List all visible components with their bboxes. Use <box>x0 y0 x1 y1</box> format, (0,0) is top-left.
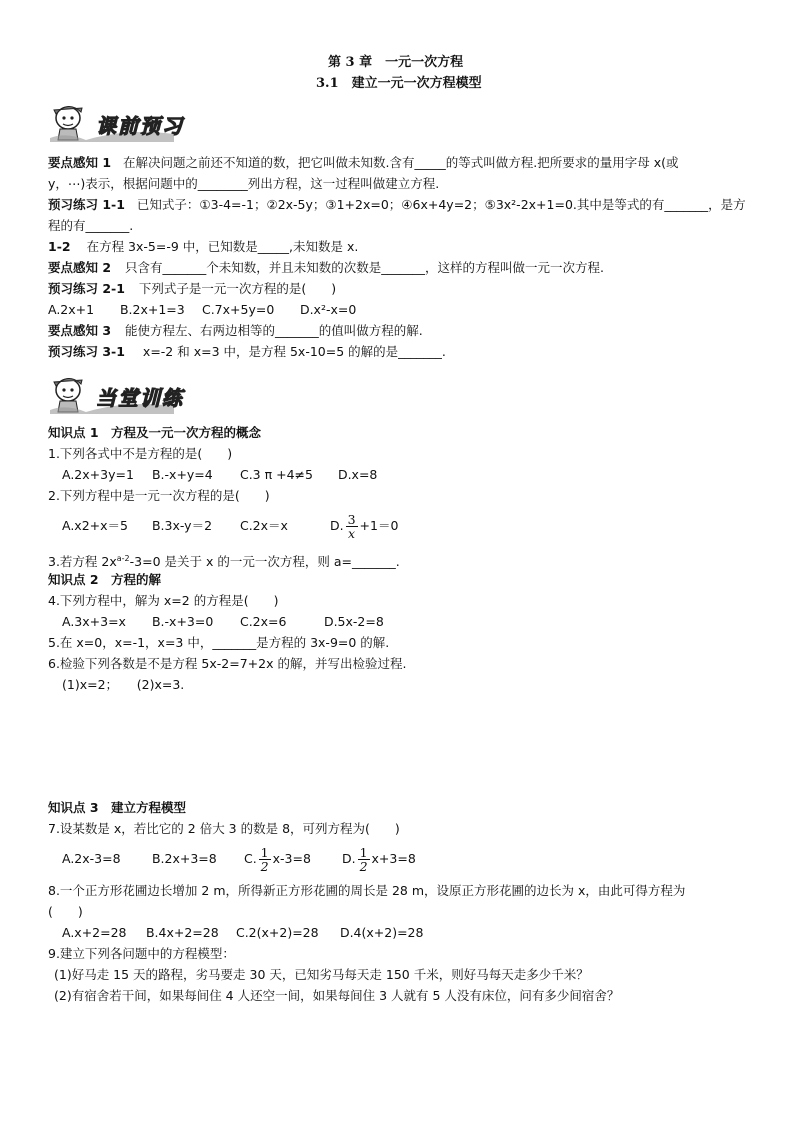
key-point-2 <box>48 258 604 278</box>
option-a: A.3x+3=x <box>62 614 126 629</box>
question-6-subparts: (1)x=2； (2)x=3. <box>62 677 185 692</box>
option-b: B.-x+3=0 <box>151 614 214 629</box>
exercise-2-1-options <box>48 300 356 320</box>
option-c <box>244 842 338 876</box>
key-point-1 <box>48 153 679 173</box>
exercise-1-2-text: 在方程 3x-5=-9 中，已知数是_____,未知数是 x. <box>86 239 359 254</box>
classroom-banner-text: 当堂训练 <box>96 386 184 410</box>
preview-exercise-1-1 <box>48 195 746 215</box>
option-b: B.2x+1=3 <box>119 302 185 317</box>
exercise-1-2-label: 1-2 <box>48 239 71 254</box>
option-c: C.2(x+2)=28 <box>235 925 319 940</box>
option-a: A.x+2=28 <box>62 925 127 940</box>
exercise-2-1-label: 预习练习 2-1 <box>48 281 125 296</box>
knowledge-point-2-title: 知识点 2 方程的解 <box>48 572 162 587</box>
fraction-denominator: 2 <box>359 859 368 874</box>
knowledge-point-1-title: 知识点 1 方程及一元一次方程的概念 <box>48 425 262 440</box>
preview-exercise-2-1 <box>48 279 336 299</box>
question-4: 4.下列方程中，解为 x=2 的方程是( ) <box>48 593 279 608</box>
fraction-one-half <box>358 846 370 873</box>
exercise-2-1-text: 下列式子是一元一次方程的是( ) <box>138 281 337 296</box>
key-point-3 <box>48 321 423 341</box>
preview-banner <box>46 98 184 144</box>
option-b: B.4x+2=28 <box>145 925 219 940</box>
question-2: 2.下列方程中是一元一次方程的是( ) <box>48 488 270 503</box>
option-d-rest: x+3=8 <box>371 851 416 866</box>
exercise-3-1-label: 预习练习 3-1 <box>48 344 125 359</box>
key-point-3-text: 能使方程左、右两边相等的_______的值叫做方程的解. <box>125 323 423 338</box>
option-b: B.-x+y=4 <box>151 467 213 482</box>
question-9: 9.建立下列各问题中的方程模型： <box>48 946 235 961</box>
preview-exercise-1-1-cont: 程的有_______. <box>48 218 134 233</box>
option-d: D.4(x+2)=28 <box>339 925 424 940</box>
question-8-cont: ( ) <box>48 904 83 919</box>
classroom-banner <box>46 370 184 416</box>
key-point-2-label: 要点感知 2 <box>48 260 112 275</box>
fraction-denominator: 2 <box>260 859 269 874</box>
option-d <box>342 842 416 876</box>
exercise-1-1-label: 预习练习 1-1 <box>48 197 125 212</box>
key-point-1-label: 要点感知 1 <box>48 155 112 170</box>
option-a: A.2x-3=8 <box>62 851 121 866</box>
question-9-part-2: (2)有宿舍若干间，如果每间住 4 人还空一间，如果每间住 3 人就有 5 人没有床位，问有多少间宿舍？ <box>54 988 620 1003</box>
option-d-letter: D. <box>329 518 344 533</box>
option-a: A.2x+3y=1 <box>62 467 134 482</box>
option-c-letter: C. <box>243 851 257 866</box>
preview-exercise-1-2 <box>48 237 358 257</box>
fraction-denominator: x <box>348 526 356 541</box>
question-7: 7.设某数是 x，若比它的 2 倍大 3 的数是 8，可列方程为( ) <box>48 821 400 836</box>
fraction-one-half <box>259 846 271 873</box>
question-8-options <box>62 923 423 943</box>
key-point-1-text: 在解决问题之前还不知道的数，把它叫做未知数.含有_____的等式叫做方程.把所要求的量用字母 x(或 <box>123 155 679 170</box>
question-2-options <box>62 509 398 543</box>
exponent: a-2 <box>116 554 130 563</box>
option-d: D.x²-x=0 <box>299 302 357 317</box>
option-c: C.3 π +4≠5 <box>239 467 313 482</box>
question-7-options <box>62 842 416 876</box>
question-3-post: -3=0 是关于 x 的一元一次方程，则 a=_______. <box>129 554 400 570</box>
question-1: 1.下列各式中不是方程的是( ) <box>48 446 233 461</box>
fraction-numerator: 1 <box>260 845 269 860</box>
option-d-letter: D. <box>341 851 356 866</box>
section-title: 3.1 建立一元一次方程模型 <box>316 76 482 91</box>
exercise-3-1-text: x=-2 和 x=3 中，是方程 5x-10=5 的解的是_______. <box>142 344 446 359</box>
key-point-1-cont: y，⋯)表示，根据问题中的________列出方程，这一过程叫做建立方程. <box>48 176 440 191</box>
option-d-rest: +1＝0 <box>359 518 399 533</box>
preview-banner-text: 课前预习 <box>96 114 184 138</box>
question-6: 6.检验下列各数是不是方程 5x-2=7+2x 的解，并写出检验过程. <box>48 656 407 671</box>
question-3 <box>48 549 400 572</box>
option-c: C.2x＝x <box>239 518 288 533</box>
option-d: D.5x-2=8 <box>323 614 384 629</box>
chapter-title: 第 3 章 一元一次方程 <box>328 55 464 70</box>
exercise-1-1-text: 已知式子：①3-4=-1；②2x-5y；③1+2x=0；④6x+4y=2；⑤3x²-2x+1=0.其中是等式的有_______，是方 <box>136 197 746 212</box>
preview-exercise-3-1 <box>48 342 446 362</box>
question-3-pre: 3.若方程 2x <box>48 554 117 570</box>
question-5: 5.在 x=0，x=-1，x=3 中，_______是方程的 3x-9=0 的解. <box>48 635 390 650</box>
fraction-3-over-x <box>346 513 358 540</box>
option-c: C.2x=6 <box>239 614 287 629</box>
option-d: D.x=8 <box>337 467 378 482</box>
fraction-numerator: 3 <box>347 512 356 527</box>
option-b: B.3x-y＝2 <box>151 518 213 533</box>
question-4-options <box>62 612 384 632</box>
option-b: B.2x+3=8 <box>151 851 217 866</box>
question-8: 8.一个正方形花圃边长增加 2 m，所得新正方形花圃的周长是 28 m，设原正方形花圃的边长为 x，由此可得方程为 <box>48 883 686 898</box>
option-d <box>330 509 398 543</box>
question-9-part-1: (1)好马走 15 天的路程，劣马要走 30 天，已知劣马每天走 150 千米，则好马每天走多少千米？ <box>54 967 589 982</box>
option-a: A.x2+x＝5 <box>62 518 128 533</box>
option-c-rest: x-3=8 <box>272 851 311 866</box>
knowledge-point-3-title: 知识点 3 建立方程模型 <box>48 800 187 815</box>
option-a: A.2x+1 <box>48 302 95 317</box>
fraction-numerator: 1 <box>359 845 368 860</box>
question-1-options <box>62 465 377 485</box>
key-point-2-text: 只含有_______个未知数，并且未知数的次数是_______，这样的方程叫做一元一次方程. <box>125 260 605 275</box>
key-point-3-label: 要点感知 3 <box>48 323 112 338</box>
option-c: C.7x+5y=0 <box>201 302 275 317</box>
